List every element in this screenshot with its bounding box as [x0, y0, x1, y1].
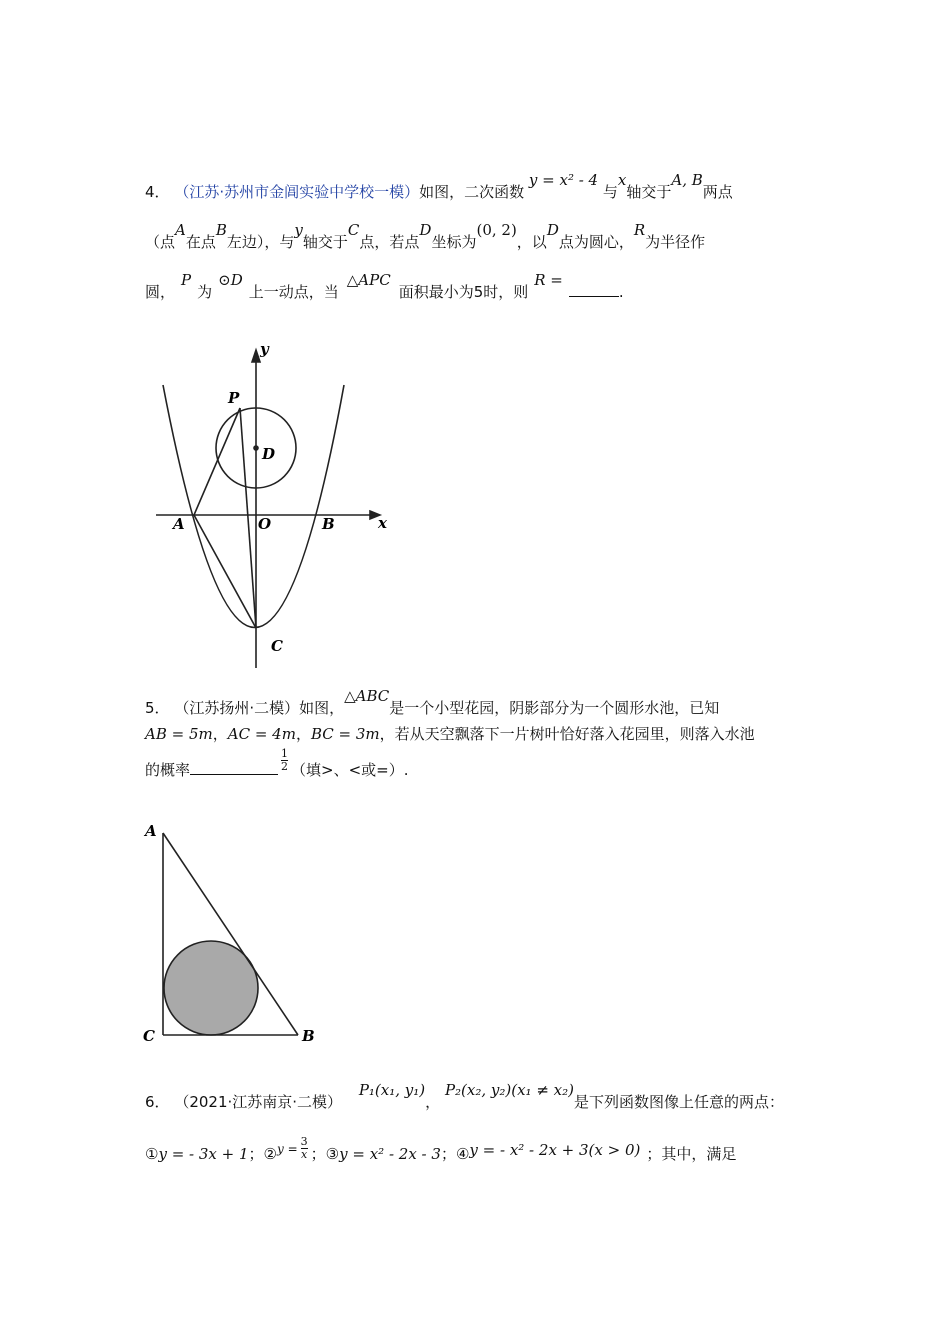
q6-text: ，: [425, 1093, 441, 1111]
q6-text: 是下列函数图像上任意的两点：: [574, 1093, 785, 1111]
q6-number: 6．: [145, 1093, 170, 1111]
q6-text: ；其中，满足: [646, 1145, 737, 1163]
q5-ab: AB = 5m: [145, 725, 213, 743]
label-a: A: [173, 515, 185, 533]
fraction-numerator: 3: [300, 1135, 308, 1148]
label-o: O: [258, 515, 272, 533]
q4-text: 轴交于: [302, 233, 348, 251]
q4-text: 与: [602, 183, 618, 201]
q4-text: 圆，: [145, 283, 176, 301]
q4-text: 在点: [185, 233, 216, 251]
q4-point-a: A: [175, 221, 186, 239]
label-y-axis: y: [260, 340, 269, 358]
label-x-axis: x: [378, 514, 387, 532]
q6-func-2-fraction: [301, 1136, 308, 1161]
fraction-denominator: 2: [281, 760, 289, 773]
q4-point-p: P: [181, 271, 192, 289]
label-b: B: [322, 515, 335, 533]
q4-text: 左边），与: [226, 233, 295, 251]
q5-text: ，: [295, 725, 311, 743]
q6-text: ；: [248, 1145, 264, 1163]
q4-text: 面积最小为5时，则: [398, 283, 529, 301]
q4-circle-d: ⊙D: [218, 271, 243, 289]
q4-var-y: y: [294, 221, 303, 239]
q5-number: 5．: [145, 699, 170, 717]
q5-text: 如图，: [299, 699, 345, 717]
q4-var-x: x: [617, 171, 627, 189]
q4-point-d: D: [419, 221, 432, 239]
q6-point-p2: P₂(x₂, y₂)(x₁ ≠ x₂): [444, 1081, 574, 1099]
q4-point-c: C: [347, 221, 360, 239]
q4-text: 如图，二次函数: [419, 183, 525, 201]
q4-point-d: D: [546, 221, 559, 239]
q6-mark-4: ④: [455, 1145, 470, 1163]
fraction-numerator: 1: [281, 747, 289, 760]
q4-text: 坐标为: [431, 233, 477, 251]
q4-number: 4．: [145, 183, 170, 201]
label-a: A: [145, 822, 157, 840]
q4-text: 为: [197, 283, 213, 301]
q4-eq-r: R =: [534, 271, 563, 289]
q5-text: 的概率: [145, 761, 191, 779]
q4-triangle-apc: △APC: [346, 271, 391, 289]
label-b: B: [302, 1027, 315, 1045]
q4-source: （江苏·苏州市金阊实验中学校一模）: [174, 183, 420, 201]
q6-line-2: [145, 1135, 737, 1167]
q6-func-2-lhs: y =: [277, 1142, 298, 1156]
q6-text: ；: [440, 1145, 456, 1163]
q4-function: y = x² - 4: [528, 171, 599, 189]
q4-coord-d: (0, 2): [476, 221, 517, 239]
q5-source: （江苏扬州·二模）: [174, 699, 300, 717]
q6-line-1: [145, 1081, 785, 1112]
q5-text: 是一个小型花园，阴影部分为一个圆形水池，已知: [389, 699, 720, 717]
q5-triangle: △ABC: [344, 687, 390, 705]
q4-text: ，以: [516, 233, 547, 251]
q6-text: ；: [310, 1145, 326, 1163]
q6-source: （2021·江苏南京·二模）: [174, 1093, 343, 1111]
q6-func-3: y = x² - 2x - 3: [339, 1145, 441, 1163]
q5-text: ，: [212, 725, 228, 743]
q6-mark-2: ②: [263, 1145, 277, 1163]
q5-text: ，若从天空飘落下一片树叶恰好落入花园里，则落入水池: [379, 725, 755, 743]
q4-points-ab: A, B: [671, 171, 703, 189]
q6-func-4: y = - x² - 2x + 3(x > 0): [469, 1141, 641, 1159]
q4-point-b: B: [215, 221, 227, 239]
q6-func-1: y = - 3x + 1: [158, 1145, 249, 1163]
q5-bc: BC = 3m: [310, 725, 380, 743]
q4-text: 上一动点，当: [248, 283, 339, 301]
q4-radius-r: R: [633, 221, 646, 239]
q4-text: 两点: [702, 183, 733, 201]
q4-text: 轴交于: [626, 183, 672, 201]
q4-text: 点，若点: [359, 233, 420, 251]
fraction-denominator: x: [301, 1148, 308, 1161]
q4-text: 点为圆心，: [558, 233, 634, 251]
label-d: D: [262, 445, 276, 463]
q4-text: .: [618, 283, 624, 301]
q5-text: （填>、<或=）.: [291, 761, 409, 779]
q5-ac: AC = 4m: [227, 725, 296, 743]
label-c: C: [271, 637, 283, 655]
q6-mark-1: ①: [145, 1145, 159, 1163]
q6-mark-3: ③: [325, 1145, 340, 1163]
q6-point-p1: P₁(x₁, y₁): [358, 1081, 426, 1099]
label-c: C: [143, 1027, 155, 1045]
q4-text: （点: [145, 233, 176, 251]
label-p: P: [228, 389, 240, 407]
q4-text: 为半径作: [645, 233, 706, 251]
